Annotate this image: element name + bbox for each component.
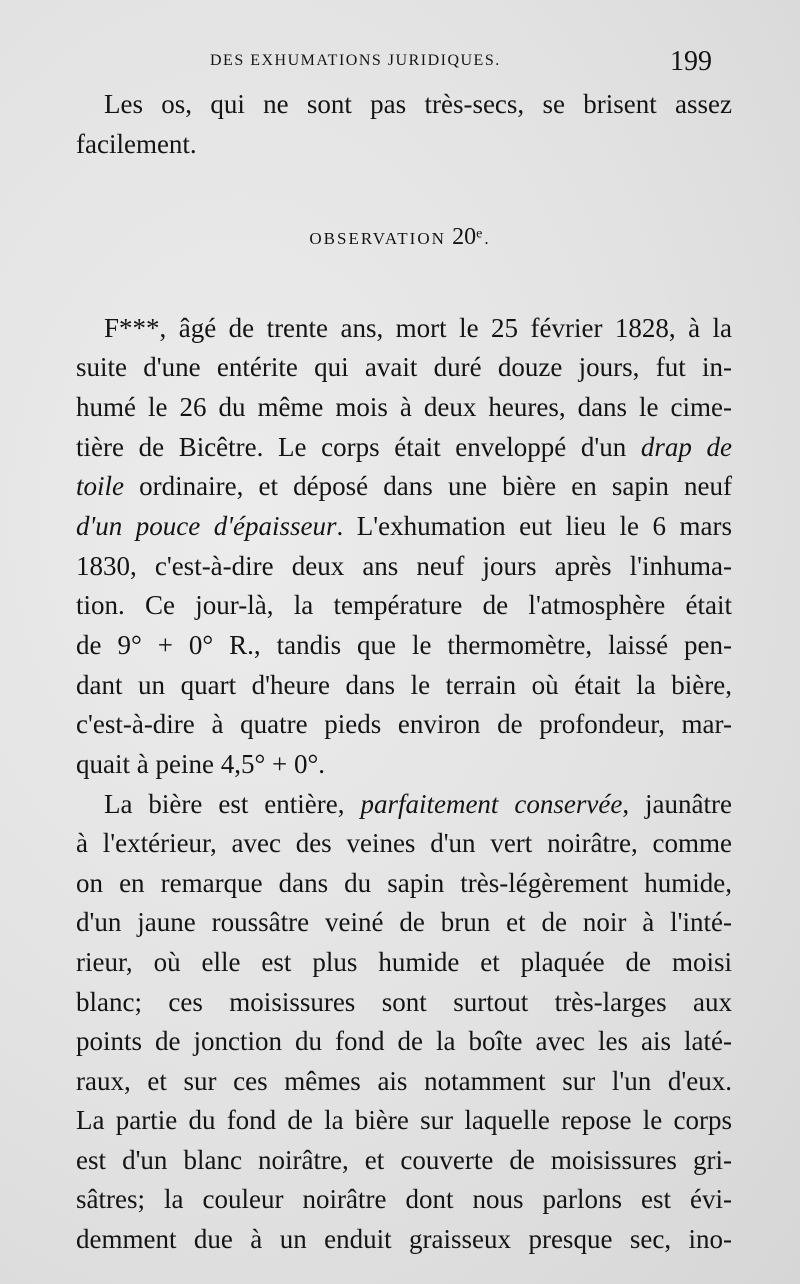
p2-line-11-text: sâtres; la couleur noirâtre dont nous parlons est évi- — [76, 1184, 732, 1214]
p1-line-9 — [76, 627, 732, 663]
running-head: DES EXHUMATIONS JURIDIQUES. — [210, 52, 501, 69]
p1-line-1-text: F***, âgé de trente ans, mort le 25 février 1828, à la — [104, 313, 732, 343]
p2-line-9 — [76, 1102, 732, 1138]
p2-line-1-text-end: , jaunâtre — [622, 789, 732, 819]
page-number: 199 — [670, 46, 712, 77]
p1-line-6-text: . L'exhumation eut lieu le 6 mars — [336, 511, 732, 541]
p1-line-10 — [76, 667, 732, 703]
p2-line-9-text: La partie du fond de la bière sur laquelle repose le corps — [76, 1105, 732, 1135]
p1-line-5-text: ordinaire, et déposé dans une bière en sapin neuf — [124, 471, 732, 501]
p1-line-4 — [76, 429, 732, 465]
p1-line-11 — [76, 706, 732, 742]
observation-heading — [0, 224, 800, 251]
p2-line-7-text: points de jonction du fond de la boîte avec les ais laté- — [76, 1026, 732, 1056]
p2-line-10 — [76, 1142, 732, 1178]
p2-line-1 — [104, 786, 732, 822]
p1-line-7 — [76, 548, 732, 584]
p2-line-6 — [76, 984, 732, 1020]
p2-line-2 — [76, 825, 732, 861]
p1-line-5 — [76, 468, 732, 504]
p2-line-1-italic: parfaitement conservée — [360, 789, 623, 819]
p1-line-11-text: c'est-à-dire à quatre pieds environ de profondeur, mar- — [76, 709, 732, 739]
p1-line-4-italic: drap de — [640, 432, 732, 462]
p2-line-3 — [76, 865, 732, 901]
p2-line-7 — [76, 1023, 732, 1059]
p2-line-11 — [76, 1181, 732, 1217]
p1-line-10-text: dant un quart d'heure dans le terrain où était la bière, — [76, 670, 732, 700]
p2-line-4 — [76, 904, 732, 940]
p2-line-2-text: à l'extérieur, avec des veines d'un vert noirâtre, comme — [76, 828, 732, 858]
p1-line-2-text: suite d'une entérite qui avait duré douze jours, fut in- — [76, 352, 732, 382]
p1-line-12 — [76, 746, 732, 782]
p1-line-3-text: humé le 26 du même mois à deux heures, dans le cime- — [76, 392, 732, 422]
p2-line-8 — [76, 1063, 732, 1099]
p2-line-12-text: demment due à un enduit graisseux presque sec, ino- — [76, 1224, 732, 1254]
p1-line-1 — [104, 310, 732, 346]
p1-line-3 — [76, 389, 732, 425]
intro-line-2: facilement. — [76, 129, 197, 159]
p2-line-10-text: est d'un blanc noirâtre, et couverte de moisissures gri- — [76, 1145, 732, 1175]
observation-label: OBSERVATION — [309, 229, 446, 248]
observation-period: . — [484, 229, 491, 248]
p2-line-4-text: d'un jaune roussâtre veiné de brun et de noir à l'inté- — [76, 907, 732, 937]
page-header — [0, 46, 800, 76]
p1-line-6 — [76, 508, 732, 544]
p1-line-12-text: quait à peine 4,5° + 0°. — [76, 749, 326, 779]
intro-line-1: Les os, qui ne sont pas très-secs, se brisent assez — [104, 89, 732, 119]
p2-line-8-text: raux, et sur ces mêmes ais notamment sur l'un d'eux. — [76, 1066, 732, 1096]
p2-line-3-text: on en remarque dans du sapin très-légèrement humide, — [76, 868, 732, 898]
p1-line-8 — [76, 587, 732, 623]
p2-line-5 — [76, 944, 732, 980]
p2-line-1-text: La bière est entière, — [104, 789, 361, 819]
p2-line-5-text: rieur, où elle est plus humide et plaquée de moisi — [76, 947, 732, 977]
p1-line-6-italic: d'un pouce d'épaisseur — [76, 511, 337, 541]
p1-line-4-text: tière de Bicêtre. Le corps était enveloppé d'un — [76, 432, 641, 462]
p1-line-7-text: 1830, c'est-à-dire deux ans neuf jours après l'inhuma- — [76, 551, 732, 581]
observation-number: 20 — [452, 224, 477, 250]
p1-line-5-italic: toile — [76, 471, 124, 501]
p1-line-2 — [76, 349, 732, 385]
p2-line-6-text: blanc; ces moisissures sont surtout très-larges aux — [76, 987, 732, 1017]
p2-line-12 — [76, 1221, 732, 1257]
p1-line-8-text: tion. Ce jour-là, la température de l'atmosphère était — [76, 590, 732, 620]
p1-line-9-text: de 9° + 0° R., tandis que le thermomètre, laissé pen- — [76, 630, 732, 660]
observation-suffix: e — [476, 226, 485, 242]
